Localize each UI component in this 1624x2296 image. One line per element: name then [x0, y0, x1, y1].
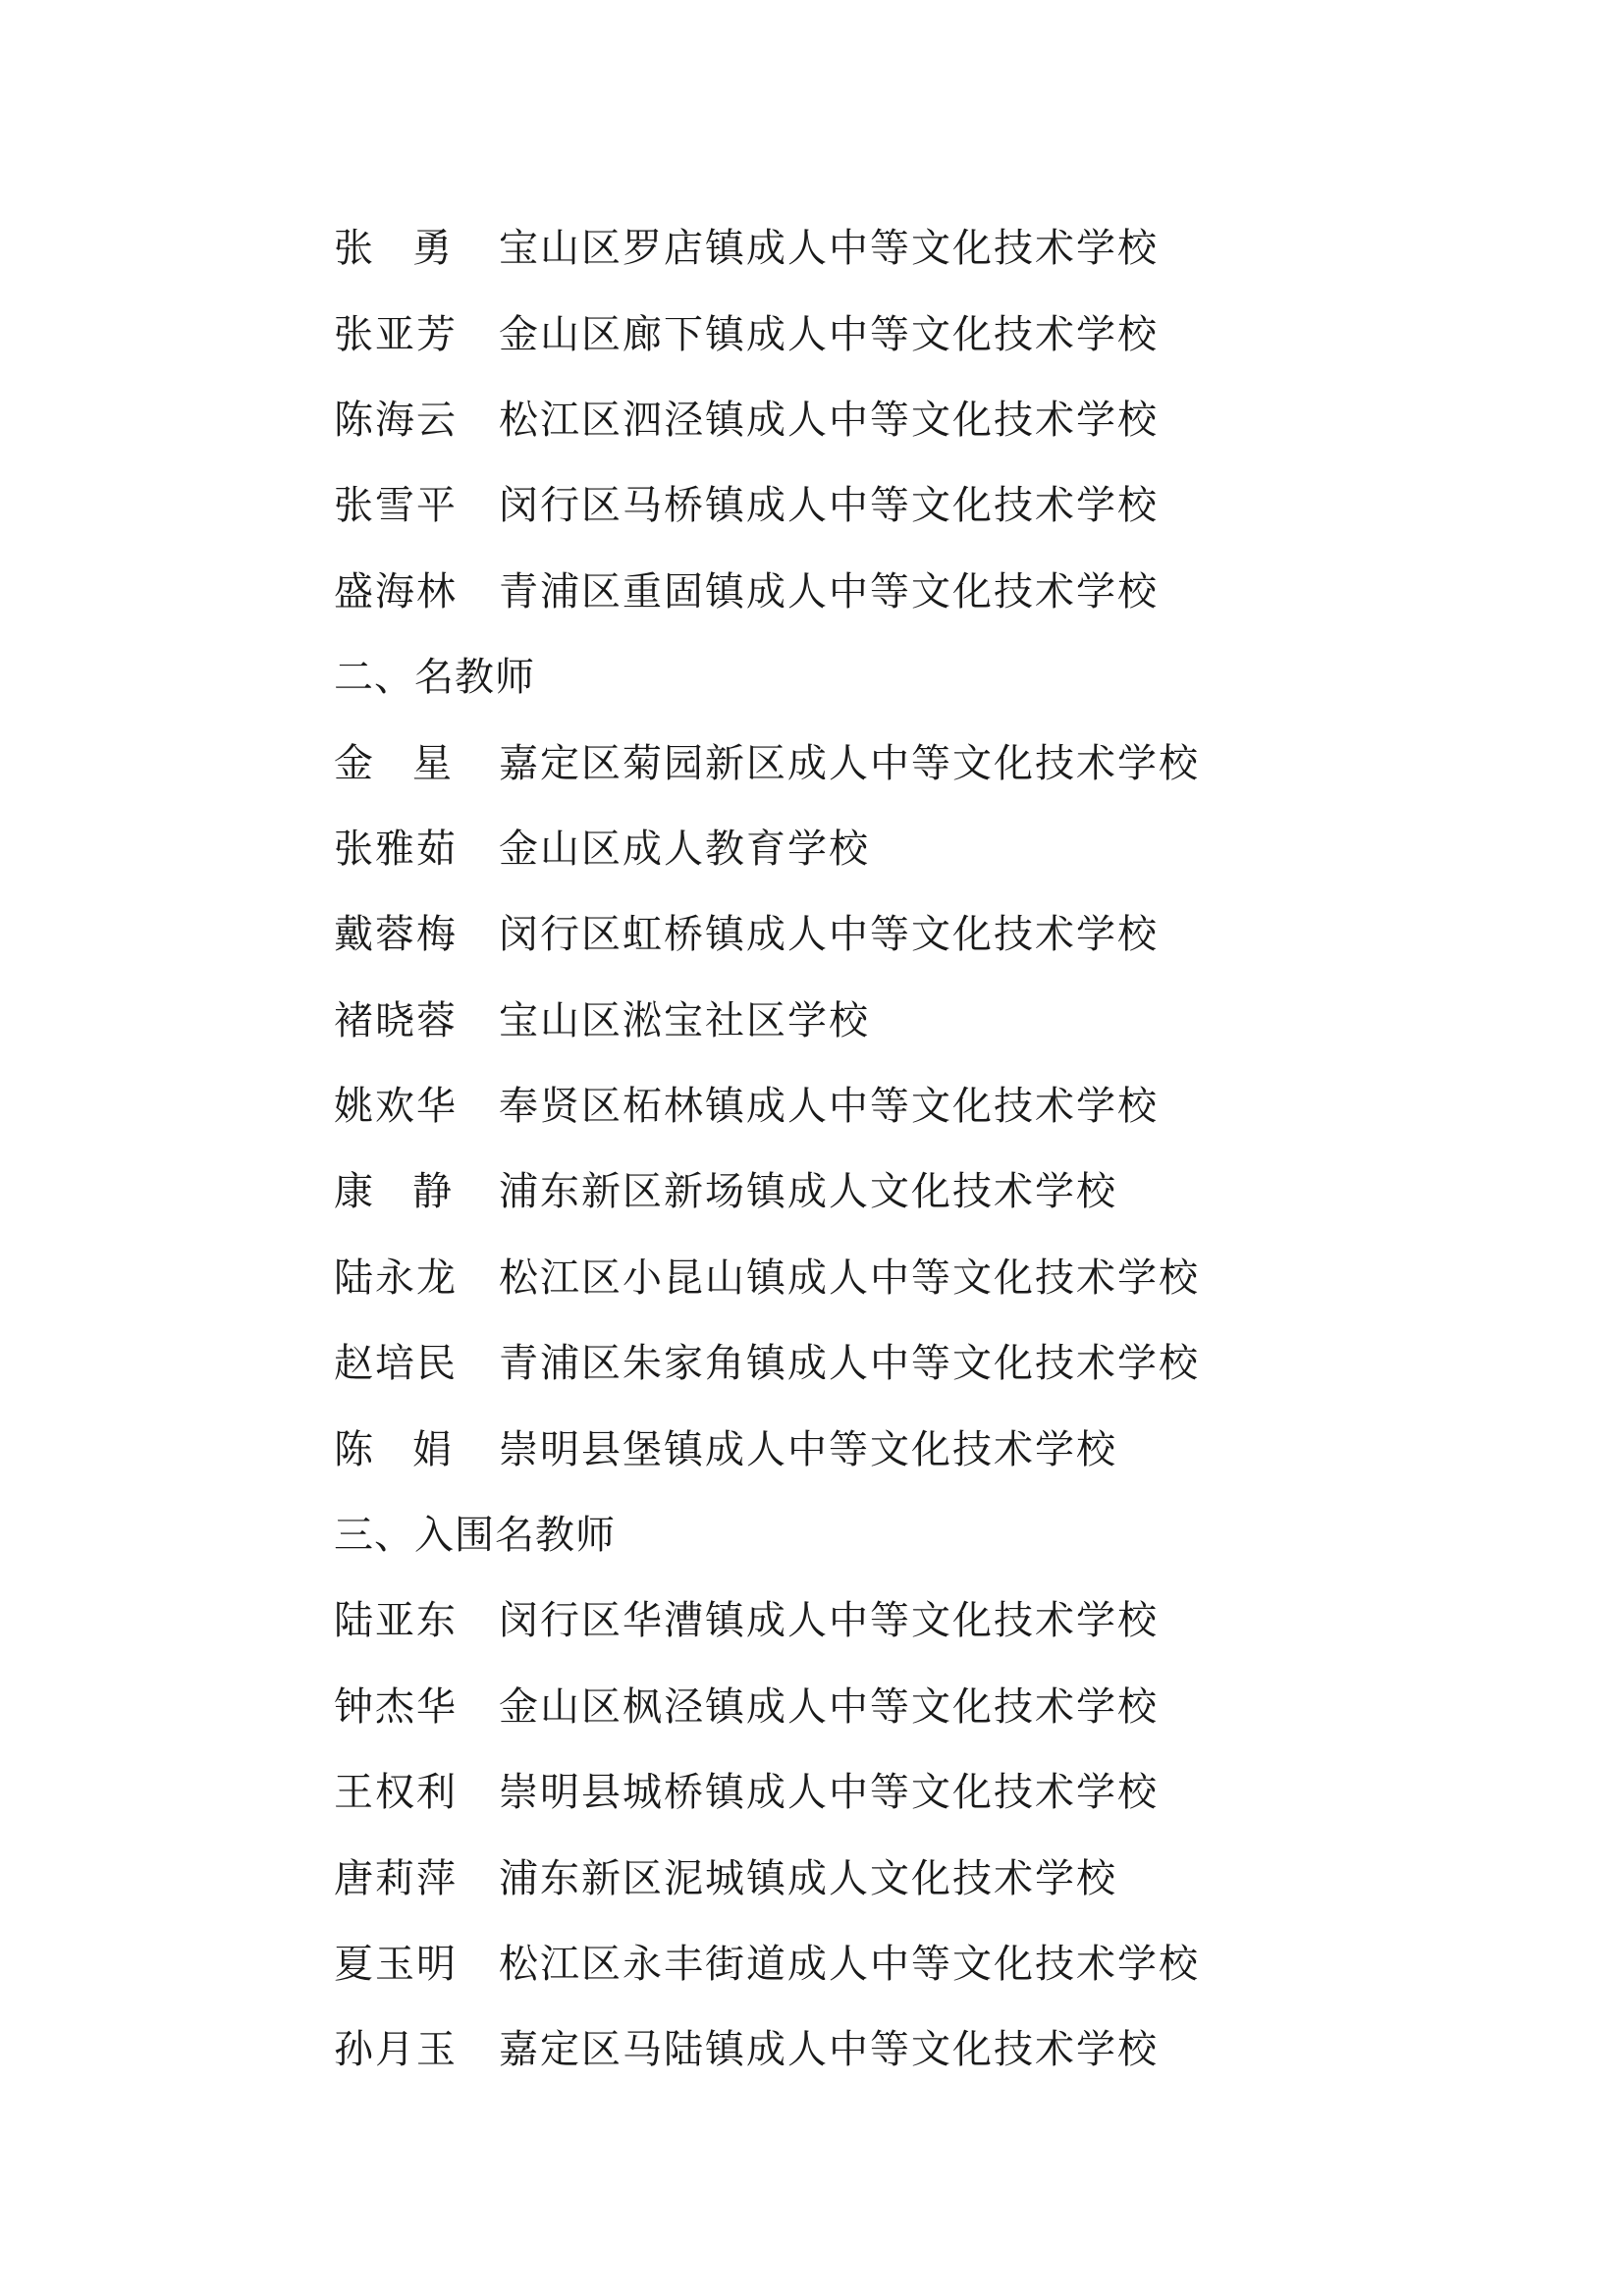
school-name: 嘉定区马陆镇成人中等文化技术学校	[499, 2027, 1159, 2073]
list-item	[334, 2003, 1414, 2089]
school-name: 宝山区罗店镇成人中等文化技术学校	[499, 226, 1159, 272]
teacher-name: 孙月玉	[334, 2027, 458, 2073]
teacher-name: 戴蓉梅	[334, 912, 458, 958]
school-name: 浦东新区新场镇成人文化技术学校	[499, 1169, 1117, 1215]
teacher-name: 盛海林	[334, 568, 458, 614]
list-item	[334, 803, 1414, 888]
list-item	[334, 374, 1414, 459]
school-name: 闵行区马桥镇成人中等文化技术学校	[499, 483, 1159, 529]
teacher-name: 唐莉萍	[334, 1855, 458, 1901]
teacher-name: 赵培民	[334, 1341, 458, 1387]
section-heading: 二、名教师	[334, 655, 535, 701]
list-item	[334, 1317, 1414, 1403]
teacher-name: 姚欢华	[334, 1084, 458, 1130]
list-item	[334, 1575, 1414, 1660]
school-name: 青浦区重固镇成人中等文化技术学校	[499, 568, 1159, 614]
teacher-name: 张亚芳	[334, 311, 458, 357]
school-name: 奉贤区柘林镇成人中等文化技术学校	[499, 1084, 1159, 1130]
school-name: 嘉定区菊园新区成人中等文化技术学校	[499, 740, 1200, 786]
teacher-name: 张雪平	[334, 483, 458, 529]
teacher-name: 夏玉明	[334, 1942, 458, 1987]
school-name: 宝山区淞宝社区学校	[499, 997, 870, 1043]
school-name: 松江区小昆山镇成人中等文化技术学校	[499, 1255, 1200, 1301]
list-item	[334, 1060, 1414, 1146]
teacher-name: 康 静	[334, 1169, 454, 1215]
school-name: 松江区泗泾镇成人中等文化技术学校	[499, 397, 1159, 443]
list-item	[334, 888, 1414, 974]
teacher-name: 钟杰华	[334, 1683, 458, 1730]
section2-list	[334, 717, 1414, 1489]
list-item	[334, 1661, 1414, 1746]
list-item	[334, 717, 1414, 802]
list-item	[334, 1232, 1414, 1317]
school-name: 金山区成人教育学校	[499, 826, 870, 872]
school-name: 闵行区华漕镇成人中等文化技术学校	[499, 1598, 1159, 1644]
school-name: 闵行区虹桥镇成人中等文化技术学校	[499, 912, 1159, 958]
teacher-name: 张 勇	[334, 226, 454, 272]
teacher-name: 陆永龙	[334, 1255, 458, 1301]
teacher-name: 陈海云	[334, 397, 458, 443]
teacher-name: 褚晓蓉	[334, 997, 458, 1043]
list-item	[334, 546, 1414, 631]
school-name: 金山区廊下镇成人中等文化技术学校	[499, 311, 1159, 357]
school-name: 浦东新区泥城镇成人文化技术学校	[499, 1855, 1117, 1901]
teacher-name: 王权利	[334, 1770, 458, 1816]
list-item	[334, 202, 1414, 288]
list-item	[334, 975, 1414, 1060]
list-item	[334, 1746, 1414, 1832]
document-body	[334, 202, 1414, 2090]
list-item	[334, 1832, 1414, 1917]
teacher-name: 陆亚东	[334, 1598, 458, 1644]
teacher-name: 金 星	[334, 740, 454, 786]
section-heading: 三、入围名教师	[334, 1513, 616, 1559]
school-name: 崇明县堡镇成人中等文化技术学校	[499, 1426, 1117, 1472]
list-item	[334, 288, 1414, 373]
school-name: 崇明县城桥镇成人中等文化技术学校	[499, 1770, 1159, 1816]
teacher-name: 张雅茹	[334, 826, 458, 872]
school-name: 松江区永丰街道成人中等文化技术学校	[499, 1942, 1200, 1987]
teacher-name: 陈 娟	[334, 1426, 454, 1472]
school-name: 青浦区朱家角镇成人中等文化技术学校	[499, 1341, 1200, 1387]
school-name: 金山区枫泾镇成人中等文化技术学校	[499, 1683, 1159, 1730]
list-item	[334, 1146, 1414, 1231]
list-item	[334, 1918, 1414, 2003]
list-item	[334, 1403, 1414, 1488]
list-item	[334, 459, 1414, 545]
section1-list	[334, 202, 1414, 631]
section3-list	[334, 1575, 1414, 2089]
